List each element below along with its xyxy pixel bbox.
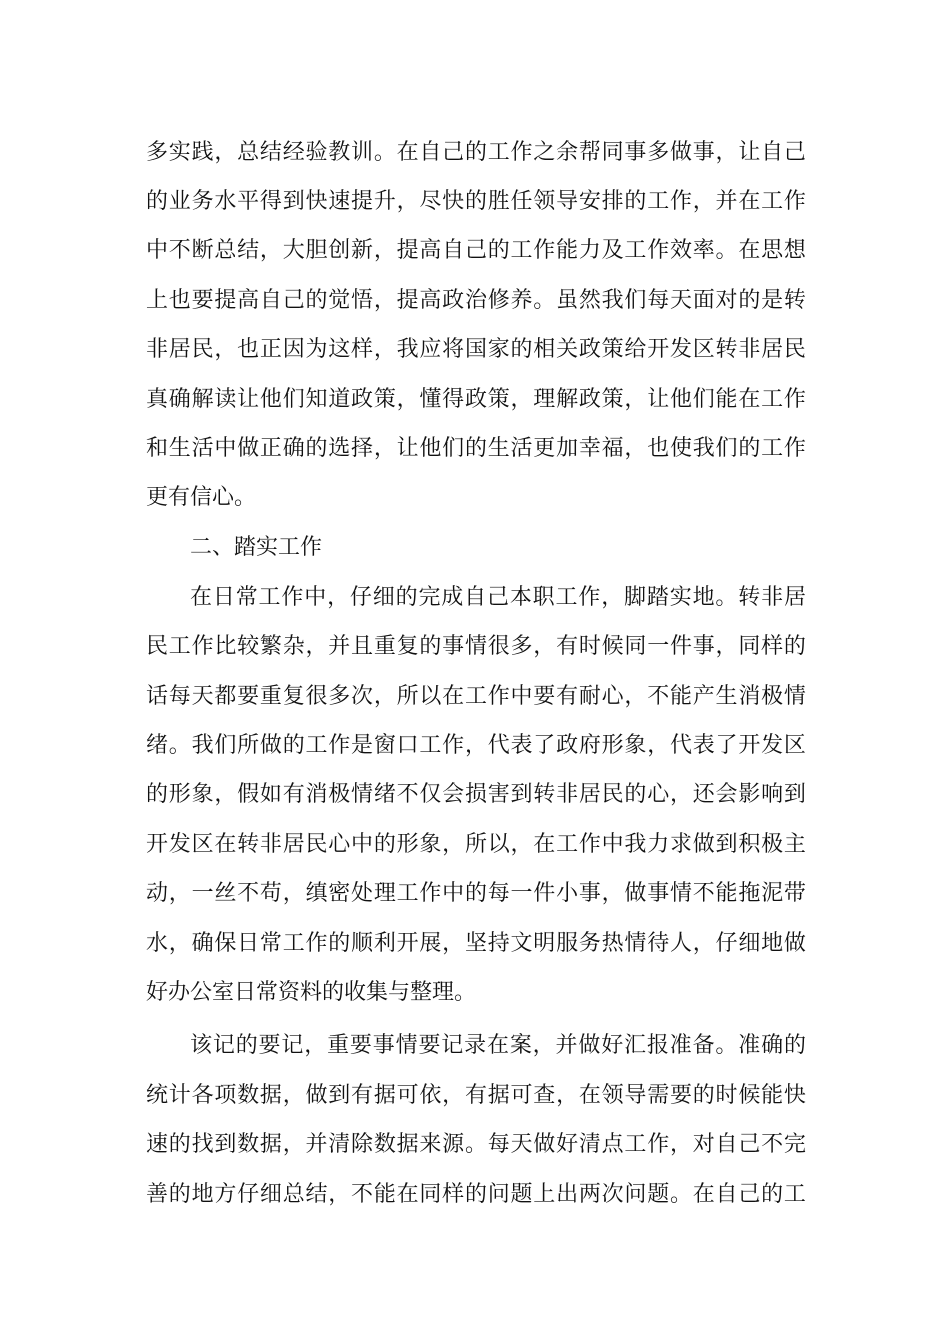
text-line: 话 每 天 都 要 重 复 很 多 次 ， 所 以 在 工 作 中 要 有 耐 心 ， 不 能 产 生 消 极 情 — [146, 684, 806, 709]
text-line: 多 实 践 ， 总 结 经 验 教 训 。 在 自 己 的 工 作 之 余 帮 同 事 多 做 事 ， 让 自 己 — [146, 140, 806, 165]
text-line: 民 工 作 比 较 繁 杂 ， 并 且 重 复 的 事 情 很 多 ， 有 时 候 同 一 件 事 ， 同 样 的 — [146, 634, 806, 659]
text-line: 好办公室日常资料的收集与整理。 — [146, 980, 477, 1005]
text-line: 非 居 民 ， 也 正 因 为 这 样 ， 我 应 将 国 家 的 相 关 政 策 给 开 发 区 转 非 居 民 — [146, 337, 806, 362]
text-line: 善 的 地 方 仔 细 总 结 ， 不 能 在 同 样 的 问 题 上 出 两 次 问 题 。 在 自 己 的 工 — [146, 1182, 806, 1207]
text-line: 该 记 的 要 记 ， 重 要 事 情 要 记 录 在 案 ， 并 做 好 汇 报 准 备 。 准 确 的 — [190, 1033, 806, 1058]
text-line: 上 也 要 提 高 自 己 的 觉 悟 ， 提 高 政 治 修 养 。 虽 然 我 们 每 天 面 对 的 是 转 — [146, 288, 806, 313]
text-line: 速 的 找 到 数 据 ， 并 清 除 数 据 来 源 。 每 天 做 好 清 点 工 作 ， 对 自 己 不 完 — [146, 1132, 806, 1157]
text-line: 开 发 区 在 转 非 居 民 心 中 的 形 象 ， 所 以 ， 在 工 作 中 我 力 求 做 到 积 极 主 — [146, 832, 806, 857]
text-line: 绪 。 我 们 所 做 的 工 作 是 窗 口 工 作 ， 代 表 了 政 府 形 象 ， 代 表 了 开 发 区 — [146, 733, 806, 758]
text-line: 真 确 解 读 让 他 们 知 道 政 策 ， 懂 得 政 策 ， 理 解 政 策 ， 让 他 们 能 在 工 作 — [146, 387, 806, 412]
text-line: 统 计 各 项 数 据 ， 做 到 有 据 可 依 ， 有 据 可 查 ， 在 领 导 需 要 的 时 候 能 快 — [146, 1083, 806, 1108]
text-line: 中 不 断 总 结 ， 大 胆 创 新 ， 提 高 自 己 的 工 作 能 力 及 工 作 效 率 。 在 思 想 — [146, 238, 806, 263]
text-line: 的 业 务 水 平 得 到 快 速 提 升 ， 尽 快 的 胜 任 领 导 安 排 的 工 作 ， 并 在 工 作 — [146, 189, 806, 214]
text-line: 水 ， 确 保 日 常 工 作 的 顺 利 开 展 ， 坚 持 文 明 服 务 热 情 待 人 ， 仔 细 地 做 — [146, 931, 806, 956]
text-line: 更有信心。 — [146, 485, 257, 510]
section-heading: 二、踏实工作 — [190, 535, 323, 560]
text-line: 和 生 活 中 做 正 确 的 选 择 ， 让 他 们 的 生 活 更 加 幸 福 ， 也 使 我 们 的 工 作 — [146, 436, 806, 461]
text-line: 在 日 常 工 作 中 ， 仔 细 的 完 成 自 己 本 职 工 作 ， 脚 踏 实 地 。 转 非 居 — [190, 585, 806, 610]
text-line: 动 ， 一 丝 不 苟 ， 缜 密 处 理 工 作 中 的 每 一 件 小 事 ， 做 事 情 不 能 拖 泥 带 — [146, 881, 806, 906]
text-line: 的 形 象 ， 假 如 有 消 极 情 绪 不 仅 会 损 害 到 转 非 居 民 的 心 ， 还 会 影 响 到 — [146, 782, 806, 807]
